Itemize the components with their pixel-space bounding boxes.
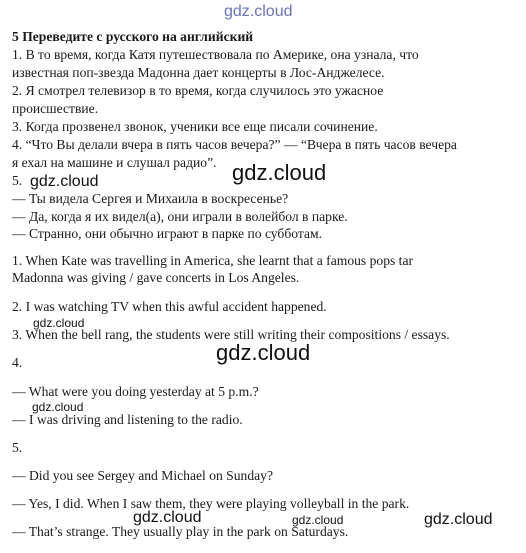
en-line-9: — Did you see Sergey and Michael on Sunday? [12, 468, 273, 483]
ru-line-2: известная поп-звезда Мадонна дает концерты в Лос-Анджелесе. [12, 65, 385, 80]
ru-line-7: я ехал на машине и слушал радио”. [12, 155, 217, 170]
watermark-top: gdz.cloud [224, 3, 293, 20]
en-line-8: 5. [12, 440, 23, 455]
ru-line-4: происшествие. [12, 101, 99, 116]
en-line-5: 4. [12, 355, 23, 370]
exercise-heading: 5 Переведите с русского на английский [12, 29, 254, 44]
en-line-11: — That’s strange. They usually play in the park on Saturdays. [12, 524, 349, 539]
ru-line-5: 3. Когда прозвенел звонок, ученики все еще писали сочинение. [12, 119, 378, 134]
en-line-7: — I was driving and listening to the radio. [12, 412, 243, 427]
ru-line-11: — Странно, они обычно играют в парке по субботам. [12, 226, 323, 241]
ru-line-3: 2. Я смотрел телевизор в то время, когда случилось это ужасное [12, 83, 384, 98]
watermark-bottom-2: gdz.cloud [292, 513, 344, 527]
watermark-left-2: gdz.cloud [33, 316, 85, 330]
watermark-left-1: gdz.cloud [30, 173, 99, 190]
en-line-10: — Yes, I did. When I saw them, they were playing volleyball in the park. [12, 496, 410, 511]
ru-line-1: 1. В то время, когда Катя путешествовала по Америке, она узнала, что [12, 47, 419, 62]
en-line-4: 3. When the bell rang, the students were still writing their compositions / essays. [12, 327, 450, 342]
ru-line-10: — Да, когда я их видел(а), они играли в волейбол в парке. [12, 209, 348, 224]
watermark-bottom-1: gdz.cloud [133, 509, 202, 526]
watermark-bottom-3: gdz.cloud [424, 511, 493, 528]
en-line-2: Madonna was giving / gave concerts in Los Angeles. [12, 270, 300, 285]
watermark-center-1: gdz.cloud [232, 160, 327, 185]
watermark-center-2: gdz.cloud [216, 340, 311, 365]
en-line-1: 1. When Kate was travelling in America, she learnt that a famous pops tar [12, 253, 414, 268]
ru-line-9: — Ты видела Сергея и Михаила в воскресенье? [12, 191, 289, 206]
ru-line-8: 5. [12, 173, 23, 188]
watermark-left-3: gdz.cloud [32, 400, 84, 414]
ru-line-6: 4. “Что Вы делали вчера в пять часов вечера?” — “Вчера в пять часов вечера [12, 137, 457, 152]
en-line-6: — What were you doing yesterday at 5 p.m.? [12, 384, 259, 399]
en-line-3: 2. I was watching TV when this awful accident happened. [12, 299, 327, 314]
